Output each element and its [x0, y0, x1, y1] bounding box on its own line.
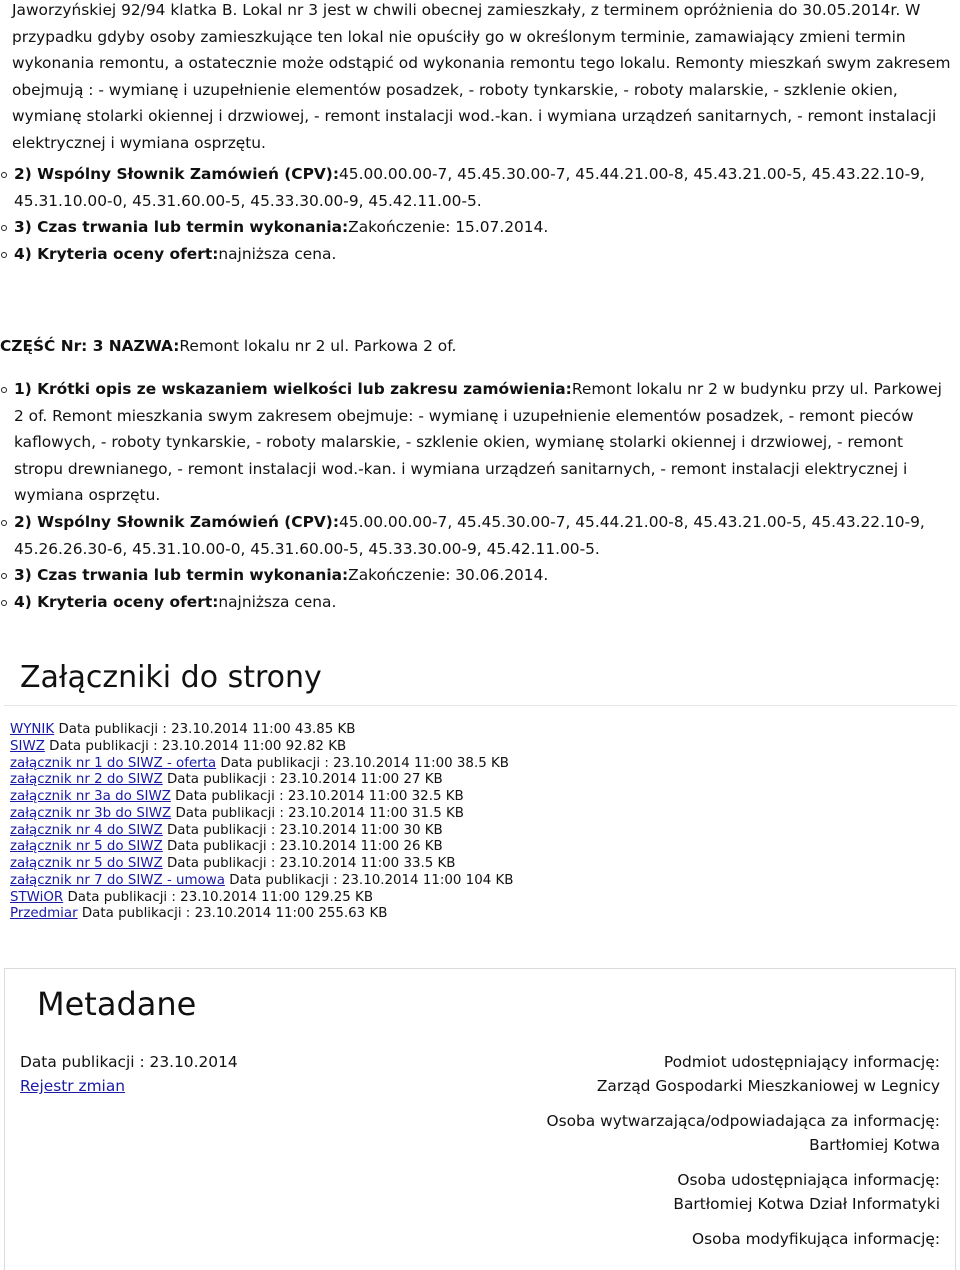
metadata-label: Osoba wytwarzająca/odpowiadająca za informację: [546, 1112, 940, 1130]
item-value: Zakończenie: 15.07.2014. [348, 218, 549, 237]
attachment-link[interactable]: STWiOR [10, 889, 64, 905]
part3-name: Remont lokalu nr 2 ul. Parkowa 2 of. [179, 337, 457, 355]
attachments-heading: Załączniki do strony [20, 660, 322, 695]
changes-register-link[interactable]: Rejestr zmian [20, 1077, 126, 1095]
item-label: 4) Kryteria oceny ofert: [14, 592, 219, 611]
metadata-block [546, 1168, 940, 1216]
item-value: 45.00.00.00-7, 45.45.30.00-7, 45.44.21.00-8, 45.43.21.00-5, 45.43.22.10-9, 45.31.10.00-0, 45.31.60.00-5, 45.33.30.00-9, 45.42.11.00-5. [14, 165, 925, 210]
bullet-icon [1, 387, 7, 393]
list-item [14, 214, 954, 241]
part2-details-list [14, 161, 954, 267]
attachment-item [10, 722, 513, 739]
attachment-link[interactable]: załącznik nr 7 do SIWZ - umowa [10, 872, 225, 888]
attachment-link[interactable]: SIWZ [10, 738, 45, 754]
attachment-item [10, 906, 513, 923]
metadata-value: Bartłomiej Kotwa [809, 1136, 940, 1154]
attachment-item [10, 806, 513, 823]
item-label: 2) Wspólny Słownik Zamówień (CPV): [14, 165, 339, 183]
attachment-item [10, 772, 513, 789]
bullet-icon [1, 172, 7, 178]
attachment-link[interactable]: WYNIK [10, 722, 55, 737]
attachment-link[interactable]: załącznik nr 2 do SIWZ [10, 772, 163, 788]
part3-title [0, 333, 456, 359]
item-value: najniższa cena. [218, 592, 337, 611]
metadata-value: Bartłomiej Kotwa Dział Informatyki [673, 1195, 940, 1213]
attachments-divider [4, 705, 957, 706]
part3-prefix: CZĘŚĆ Nr: 3 NAZWA: [0, 337, 180, 355]
attachment-info: Data publikacji : 23.10.2014 11:00 26 KB [166, 839, 443, 855]
item-label: 2) Wspólny Słownik Zamówień (CPV): [14, 512, 339, 531]
attachment-info: Data publikacji : 23.10.2014 11:00 30 KB [166, 822, 443, 838]
list-item [14, 161, 954, 214]
attachment-link[interactable]: załącznik nr 3b do SIWZ [10, 805, 172, 821]
attachment-info: Data publikacji : 23.10.2014 11:00 43.85 KB [58, 722, 356, 737]
metadata-block [546, 1109, 940, 1157]
list-item [14, 376, 954, 509]
item-value: 45.00.00.00-7, 45.45.30.00-7, 45.44.21.00-8, 45.43.21.00-5, 45.43.22.10-9, 45.26.26.30-6, 45.31.10.00-0, 45.31.60.00-5, 45.33.30.00-9, 45.42.11.00-5. [14, 512, 925, 558]
item-label: 3) Czas trwania lub termin wykonania: [14, 566, 349, 585]
intro-paragraph: Jaworzyńskiej 92/94 klatka B. Lokal nr 3 jest w chwili obecnej zamieszkały, z terminem opróżnienia do 30.05.2014r. W przypadku gdyby osoby zamieszkujące ten lokal nie opuściły go w określonym terminie, zamawiający zmieni termin wykonania remontu, a ostatecznie może odstąpić od wykonania remontu tego lokalu. Remonty mieszkań swym zakresem obejmują : - wymianę i uzupełnienie elementów posadzek, - roboty tynkarskie, - roboty malarskie, - szklenie okien, wymianę stolarki okiennej i drzwiowej, - remont instalacji wod.-kan. i wymiana urządzeń sanitarnych, - remont instalacji elektrycznej i wymiana osprzętu. [12, 1, 951, 152]
attachment-info: Data publikacji : 23.10.2014 11:00 104 KB [229, 872, 514, 888]
list-item [14, 589, 954, 616]
list-item [14, 562, 954, 589]
part3-details-list [14, 376, 954, 615]
item-value: najniższa cena. [218, 244, 337, 263]
attachment-link[interactable]: załącznik nr 4 do SIWZ [10, 822, 163, 838]
attachment-item [10, 890, 513, 907]
metadata-label: Osoba udostępniająca informację: [677, 1171, 940, 1189]
attachment-info: Data publikacji : 23.10.2014 11:00 129.25 KB [67, 889, 374, 905]
metadata-value: Zarząd Gospodarki Mieszkaniowej w Legnicy [596, 1077, 940, 1095]
metadata-label: Podmiot udostępniający informację: [663, 1053, 940, 1071]
attachment-info: Data publikacji : 23.10.2014 11:00 92.82 KB [49, 738, 347, 754]
attachment-link[interactable]: załącznik nr 1 do SIWZ - oferta [10, 755, 217, 771]
item-label: 3) Czas trwania lub termin wykonania: [14, 218, 349, 237]
metadata-label: Osoba modyfikująca informację: [691, 1230, 940, 1248]
attachment-info: Data publikacji : 23.10.2014 11:00 32.5 KB [175, 789, 464, 804]
attachment-link[interactable]: załącznik nr 5 do SIWZ [10, 839, 163, 855]
metadata-block [546, 1227, 940, 1251]
bullet-icon [1, 225, 7, 231]
attachment-info: Data publikacji : 23.10.2014 11:00 38.5 KB [220, 755, 509, 771]
attachment-item [10, 823, 513, 840]
metadata-left-column [20, 1050, 238, 1098]
attachment-info: Data publikacji : 23.10.2014 11:00 31.5 KB [175, 805, 464, 821]
attachment-info: Data publikacji : 23.10.2014 11:00 33.5 KB [166, 856, 456, 871]
bullet-icon [1, 252, 7, 258]
list-item [14, 241, 954, 268]
attachment-item [10, 739, 513, 756]
bullet-icon [1, 573, 7, 579]
publication-date: Data publikacji : 23.10.2014 [20, 1053, 238, 1071]
item-value: Zakończenie: 30.06.2014. [348, 566, 549, 585]
attachment-link[interactable]: załącznik nr 3a do SIWZ [10, 789, 171, 804]
attachment-link[interactable]: załącznik nr 5 do SIWZ [10, 856, 163, 871]
bullet-icon [1, 600, 7, 606]
metadata-block [546, 1050, 940, 1098]
metadata-right-column [546, 1050, 940, 1262]
metadata-heading: Metadane [37, 985, 197, 1023]
attachment-item [10, 789, 513, 806]
attachments-list [10, 722, 513, 923]
item-value: Remont lokalu nr 2 w budynku przy ul. Parkowej 2 of. Remont mieszkania swym zakresem obejmuje: - wymianę i uzupełnienie elementów posadzek, - remont pieców kaflowych, - roboty tynkarskie, - roboty malarskie, - szklenie okien, wymianę stolarki okiennej i drzwiowej, - remont stropu drewnianego, - remont instalacji wod.-kan. i wymiana urządzeń sanitarnych, - remont instalacji elektrycznej i wymiana osprzętu. [14, 380, 942, 505]
attachment-item [10, 756, 513, 773]
item-label: 4) Kryteria oceny ofert: [14, 244, 219, 263]
attachment-link[interactable]: Przedmiar [10, 906, 78, 922]
attachment-item [10, 839, 513, 856]
attachment-item [10, 873, 513, 890]
attachment-info: Data publikacji : 23.10.2014 11:00 27 KB [166, 772, 443, 788]
list-item [14, 509, 954, 562]
item-label: 1) Krótki opis ze wskazaniem wielkości lub zakresu zamówienia: [14, 380, 572, 398]
bullet-icon [1, 520, 7, 526]
attachment-item [10, 856, 513, 873]
attachment-info: Data publikacji : 23.10.2014 11:00 255.63 KB [81, 906, 388, 922]
